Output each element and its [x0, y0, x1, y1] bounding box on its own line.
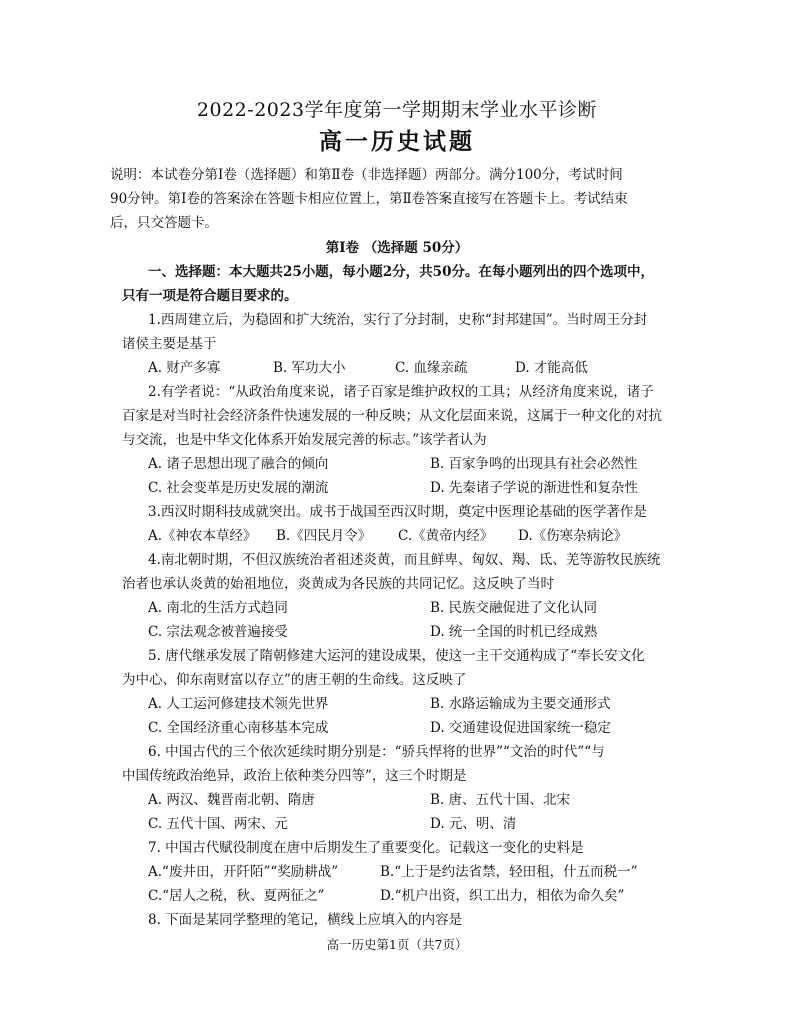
instructions-line: 90分钟。第Ⅰ卷的答案涂在答题卡相应位置上，第Ⅱ卷答案直接写在答题卡上。考试结束	[110, 191, 628, 207]
question-5-stem: 5. 唐代继承发展了隋朝修建大运河的建设成果，使这一主干交通构成了“奉长安文化	[148, 648, 645, 664]
option-c: C. 社会变革是历史发展的潮流	[148, 480, 329, 496]
question-3-options	[148, 526, 627, 546]
option-d: D. 统一全国的时机已经成熟	[430, 624, 598, 640]
question-6-options	[148, 790, 712, 810]
question-4-stem: 4.南北朝时期，不但汉族统治者祖述炎黄，而且鲜卑、匈奴、羯、氐、羌等游牧民族统	[148, 552, 661, 568]
option-d: D. 元、明、清	[430, 816, 517, 832]
exam-title: 2022-2023学年度第一学期期末学业水平诊断	[196, 99, 598, 121]
question-6-stem: 6. 中国古代的三个依次延续时期分别是：“骄兵悍将的世界”“文治的时代”“与	[148, 744, 605, 760]
option-d: D.《伤寒杂病论》	[518, 528, 628, 544]
option-a: A. 诸子思想出现了融合的倾向	[148, 456, 329, 472]
option-c: C. 五代十国、两宋、元	[148, 816, 288, 832]
option-a: A.“废井田，开阡陌”“奖励耕战”	[148, 864, 339, 880]
option-b: B. 百家争鸣的出现具有社会必然性	[430, 456, 638, 472]
page-footer: 高一历史第1页（共7页）	[326, 937, 468, 952]
question-7-options	[148, 886, 624, 906]
option-b: B. 民族交融促进了文化认同	[430, 600, 598, 616]
option-d: D. 交通建设促进国家统一稳定	[430, 720, 611, 736]
question-4-stem: 治者也承认炎黄的始祖地位，炎黄成为各民族的共同记忆。这反映了当时	[122, 576, 554, 592]
option-a: A. 南北的生活方式趋同	[148, 600, 288, 616]
question-4-options	[148, 622, 712, 642]
question-6-stem: 中国传统政治绝异，政治上依种类分四等”，这三个时期是	[122, 768, 467, 784]
option-c: C.《黄帝内经》	[398, 528, 494, 544]
option-d: D.“机户出资，织工出力，相依为命久矣”	[380, 888, 625, 904]
option-b: B.《四民月令》	[276, 528, 372, 544]
option-a: A.《神农本草经》	[148, 528, 257, 544]
question-4-options	[148, 598, 712, 618]
option-a: A. 人工运河修建技术领先世界	[148, 696, 329, 712]
question-6-options	[148, 814, 712, 834]
section-heading: 第Ⅰ卷 （选择题 50分）	[325, 240, 469, 256]
question-2-stem: 百家是对当时社会经济条件快速发展的一种反映；从文化层面来说，这属于一种文化的对抗	[122, 408, 662, 424]
question-5-options	[148, 694, 712, 714]
option-c: C.“居人之税，秋、夏两征之”	[148, 888, 325, 904]
instructions-line: 后，只交答题卡。	[110, 215, 218, 231]
option-b: B. 水路运输成为主要交通形式	[430, 696, 611, 712]
instructions-line: 说明：本试卷分第Ⅰ卷（选择题）和第Ⅱ卷（非选择题）两部分。满分100分，考试时间	[110, 167, 623, 183]
option-b: B. 唐、五代十国、北宋	[430, 792, 571, 808]
question-8-stem: 8. 下面是某同学整理的笔记，横线上应填入的内容是	[148, 912, 463, 928]
question-1-stem: 诸侯主要是基于	[122, 336, 217, 352]
question-5-stem: 为中心、仰东南财富以存立”的唐王朝的生命线。这反映了	[122, 672, 467, 688]
question-7-stem: 7. 中国古代赋役制度在唐中后期发生了重要变化。记载这一变化的史料是	[148, 840, 584, 856]
option-d: D. 先秦诸子学说的渐进性和复杂性	[430, 480, 638, 496]
option-a: A. 财产多寡	[148, 360, 221, 376]
option-b: B.“上于是约法省禁，轻田租，什五而税一”	[380, 864, 638, 880]
question-5-options	[148, 718, 712, 738]
option-c: C. 宗法观念被普遍接受	[148, 624, 288, 640]
option-a: A. 两汉、魏晋南北朝、隋唐	[148, 792, 315, 808]
option-c: C. 全国经济重心南移基本完成	[148, 720, 329, 736]
question-7-options	[148, 862, 638, 882]
section-intro: 一、选择题：本大题共25小题，每小题2分，共50分。在每小题列出的四个选项中，	[148, 264, 654, 280]
question-2-stem: 2.有学者说：“从政治角度来说，诸子百家是维护政权的工具；从经济角度来说，诸子	[148, 384, 654, 400]
subject-title: 高一历史试题	[319, 128, 475, 155]
question-2-stem: 与交流，也是中华文化体系开始发展完善的标志。”该学者认为	[122, 432, 487, 448]
option-d: D. 才能高低	[515, 360, 588, 376]
question-3-stem: 3.西汉时期科技成就突出。成书于战国至西汉时期，奠定中医理论基础的医学著作是	[148, 504, 647, 520]
option-b: B. 军功大小	[273, 360, 346, 376]
option-c: C. 血缘亲疏	[395, 360, 468, 376]
question-2-options	[148, 478, 712, 498]
question-1-options	[148, 358, 588, 378]
question-2-options	[148, 454, 712, 474]
section-intro: 只有一项是符合题目要求的。	[122, 288, 298, 304]
question-1-stem: 1.西周建立后，为稳固和扩大统治，实行了分封制，史称“封邦建国”。当时周王分封	[148, 312, 648, 328]
